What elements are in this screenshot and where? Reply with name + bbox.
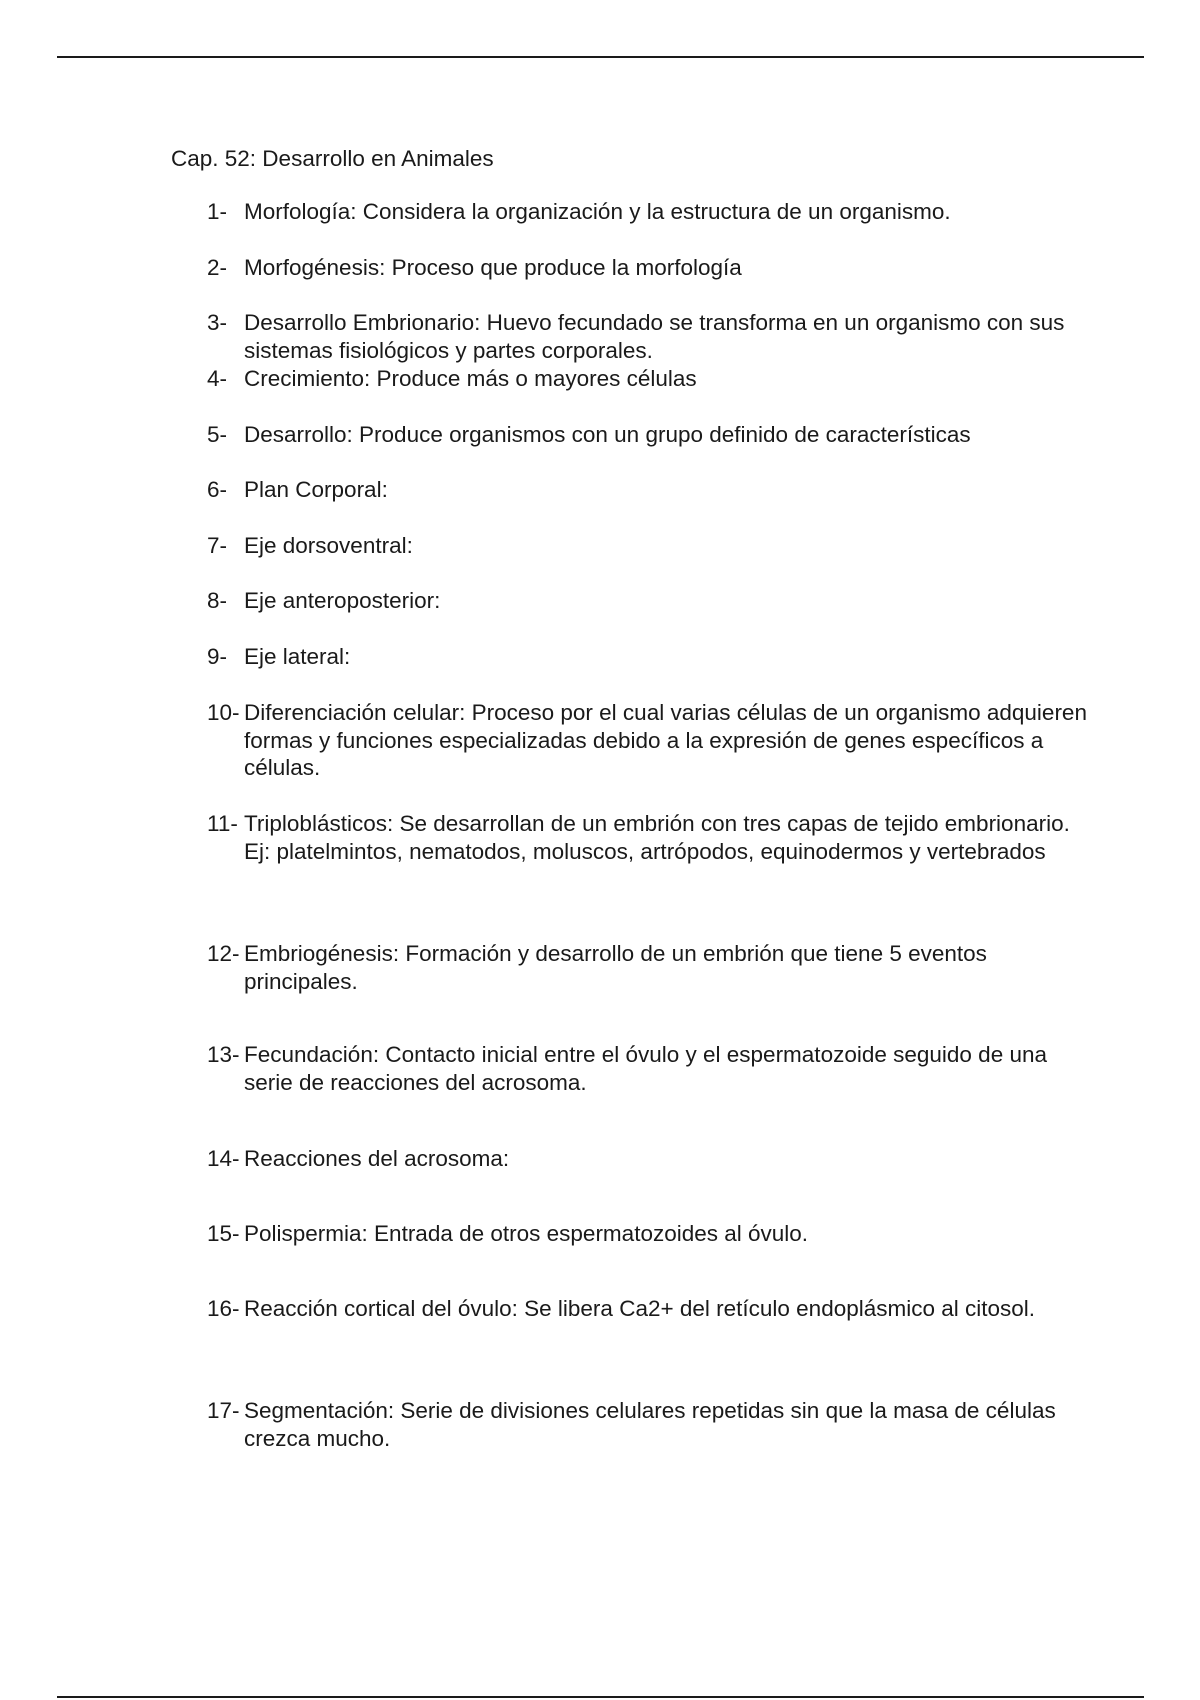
- item-text: Desarrollo: Produce organismos con un grupo definido de características: [244, 422, 971, 447]
- list-item: [207, 309, 1087, 364]
- item-text: Eje lateral:: [244, 644, 351, 669]
- item-text: Polispermia: Entrada de otros espermatozoides al óvulo.: [244, 1221, 809, 1246]
- item-number: 3-: [207, 310, 228, 335]
- list-item: [207, 532, 1087, 560]
- item-text: Reacciones del acrosoma:: [244, 1146, 510, 1171]
- item-number: 6-: [207, 477, 228, 502]
- item-text: Fecundación: Contacto inicial entre el óvulo y el espermatozoide seguido de una serie de reacciones del acrosoma.: [244, 1042, 1048, 1095]
- bottom-rule: [57, 1696, 1144, 1698]
- item-number: 1-: [207, 199, 228, 224]
- item-number: 15-: [207, 1221, 240, 1246]
- item-text: Reacción cortical del óvulo: Se libera Ca2+ del retículo endoplásmico al citosol.: [244, 1296, 1036, 1321]
- list-item: [207, 699, 1087, 782]
- item-number: 10-: [207, 700, 240, 725]
- item-text: Triploblásticos: Se desarrollan de un embrión con tres capas de tejido embrionario. Ej: platelmintos, nematodos, moluscos, artrópodos, equinodermos y vertebrados: [244, 811, 1070, 864]
- list-item: [207, 587, 1087, 615]
- item-text: Morfología: Considera la organización y la estructura de un organismo.: [244, 199, 951, 224]
- item-number: 2-: [207, 255, 228, 280]
- item-number: 16-: [207, 1296, 240, 1321]
- item-number: 5-: [207, 422, 228, 447]
- list-item: [207, 1220, 1087, 1248]
- list-item: [207, 810, 1087, 865]
- list-item: [207, 1397, 1087, 1452]
- list-item: [207, 1295, 1087, 1323]
- item-number: 14-: [207, 1146, 240, 1171]
- list-item: [207, 365, 1087, 393]
- item-text: Segmentación: Serie de divisiones celulares repetidas sin que la masa de células crezca mucho.: [244, 1398, 1056, 1451]
- list-item: [207, 254, 1087, 282]
- item-text: Desarrollo Embrionario: Huevo fecundado se transforma en un organismo con sus sistemas fisiológicos y partes corporales.: [244, 310, 1065, 363]
- item-text: Morfogénesis: Proceso que produce la morfología: [244, 255, 742, 280]
- list-item: [207, 476, 1087, 504]
- item-number: 11-: [207, 811, 238, 836]
- item-text: Eje anteroposterior:: [244, 588, 441, 613]
- item-text: Eje dorsoventral:: [244, 533, 413, 558]
- page-title: Cap. 52: Desarrollo en Animales: [171, 146, 494, 171]
- item-number: 13-: [207, 1042, 240, 1067]
- item-text: Crecimiento: Produce más o mayores células: [244, 366, 697, 391]
- list-item: [207, 198, 1087, 226]
- item-text: Diferenciación celular: Proceso por el cual varias células de un organismo adquieren formas y funciones especializadas debido a la expresión de genes específicos a células.: [244, 700, 1087, 780]
- top-rule: [57, 56, 1144, 58]
- list-item: [207, 1041, 1087, 1096]
- item-number: 12-: [207, 941, 240, 966]
- item-text: Plan Corporal:: [244, 477, 388, 502]
- item-number: 9-: [207, 644, 228, 669]
- list-item: [207, 643, 1087, 671]
- item-number: 17-: [207, 1398, 240, 1423]
- list-item: [207, 1145, 1087, 1173]
- item-number: 7-: [207, 533, 228, 558]
- list-item: [207, 421, 1087, 449]
- item-number: 4-: [207, 366, 228, 391]
- list-item: [207, 940, 1087, 995]
- item-text: Embriogénesis: Formación y desarrollo de un embrión que tiene 5 eventos principales.: [244, 941, 987, 994]
- item-number: 8-: [207, 588, 228, 613]
